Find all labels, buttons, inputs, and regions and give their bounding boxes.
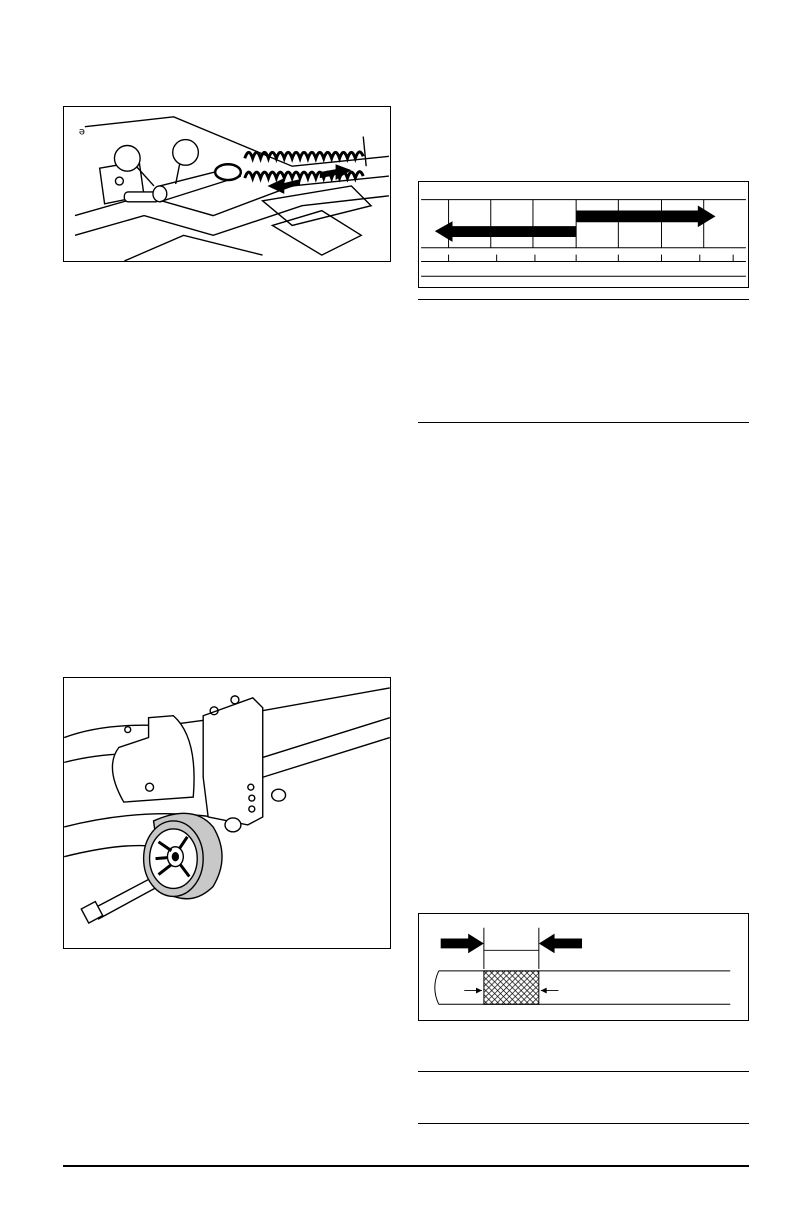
arrow-left-icon [435, 221, 576, 242]
deck-wheel [144, 813, 222, 898]
spring-adjustment-illustration [64, 107, 390, 261]
arrow-pointing-left-icon [539, 934, 582, 954]
spring-adjustment-figure [63, 106, 391, 262]
arrow-left-icon [267, 178, 300, 194]
section-rule-bottom [418, 422, 749, 423]
callout-circle-1 [114, 146, 140, 172]
section-rule-3 [418, 1071, 749, 1072]
section-rule-top [418, 299, 749, 300]
footer-rule [63, 1165, 749, 1167]
arrow-right-icon [576, 206, 715, 228]
belt-length-diagram [418, 913, 749, 1021]
section-rule-4 [418, 1123, 749, 1124]
height-adjustment-chart [418, 181, 749, 288]
deck-wheel-illustration [64, 678, 390, 948]
callout-circle-2 [173, 140, 199, 166]
height-adjustment-table [419, 182, 748, 287]
corner-mark: ə [78, 126, 86, 138]
arrow-pointing-right-icon [441, 934, 484, 954]
hatched-belt-segment [484, 971, 539, 1004]
deck-wheel-assembly-figure [63, 677, 391, 949]
belt-length-illustration [419, 914, 748, 1020]
